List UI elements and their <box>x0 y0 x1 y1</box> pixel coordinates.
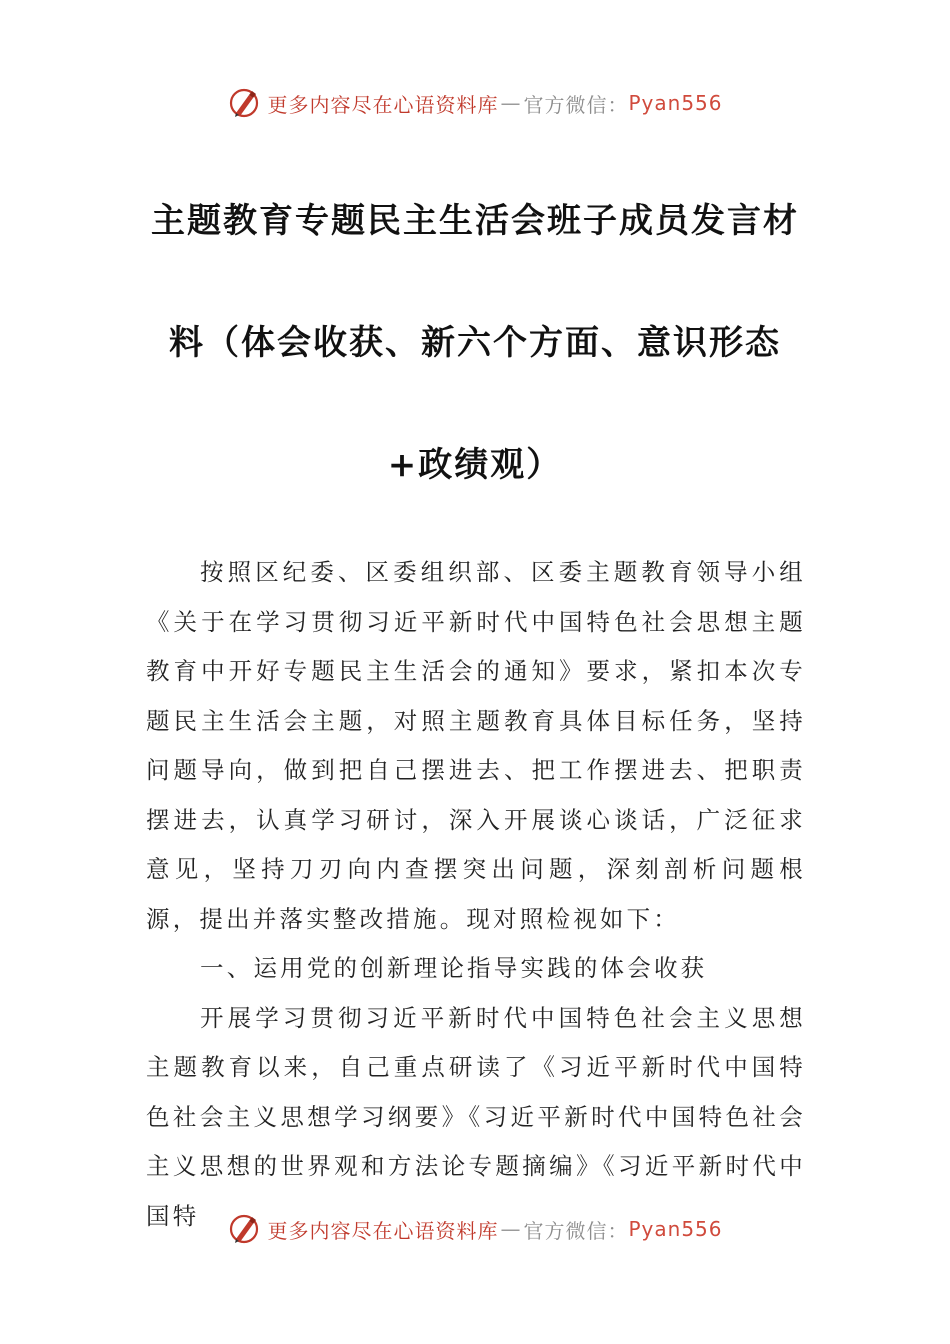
watermark-label: 官方微信： <box>523 1218 629 1243</box>
watermark-dash: — <box>500 1217 522 1241</box>
pen-logo-icon <box>227 86 261 120</box>
watermark-wechat-id: Pyan556 <box>628 1217 723 1241</box>
paragraph-intro: 按照区纪委、区委组织部、区委主题教育领导小组《关于在学习贯彻习近平新时代中国特色社会思想主题教育中开好专题民主生活会的通知》要求，紧扣本次专题民主生活会主题，对照主题教育具体目标任务，坚持问题导向，做到把自己摆进去、把工作摆进去、把职责摆进去，认真学习研讨，深入开展谈心谈话，广泛征求意见，坚持刀刃向内查摆突出问题，深刻剖析问题根源，提出并落实整改措施。现对照检视如下： <box>146 558 806 933</box>
section-heading-1: 一、运用党的创新理论指导实践的体会收获 <box>200 954 708 982</box>
watermark-dash: — <box>500 91 522 115</box>
watermark-site-text: 更多内容尽在心语资料库 <box>267 92 499 117</box>
watermark-label: 官方微信： <box>523 92 629 117</box>
watermark-site-text: 更多内容尽在心语资料库 <box>267 1218 499 1243</box>
paragraph-1: 开展学习贯彻习近平新时代中国特色社会主义思想主题教育以来，自己重点研读了《习近平新时代中国特色社会主义思想学习纲要》《习近平新时代中国特色社会主义思想的世界观和方法论专题摘编》《习近平新时代中国特 <box>146 1003 806 1230</box>
watermark-header <box>0 86 950 120</box>
watermark-footer <box>0 1212 950 1246</box>
watermark-wechat-id: Pyan556 <box>628 91 723 115</box>
document-title: 主题教育专题民主生活会班子成员发言材料（体会收获、新六个方面、意识形态+政绩观） <box>151 201 799 485</box>
pen-logo-icon <box>227 1212 261 1246</box>
document-body <box>146 548 806 1241</box>
